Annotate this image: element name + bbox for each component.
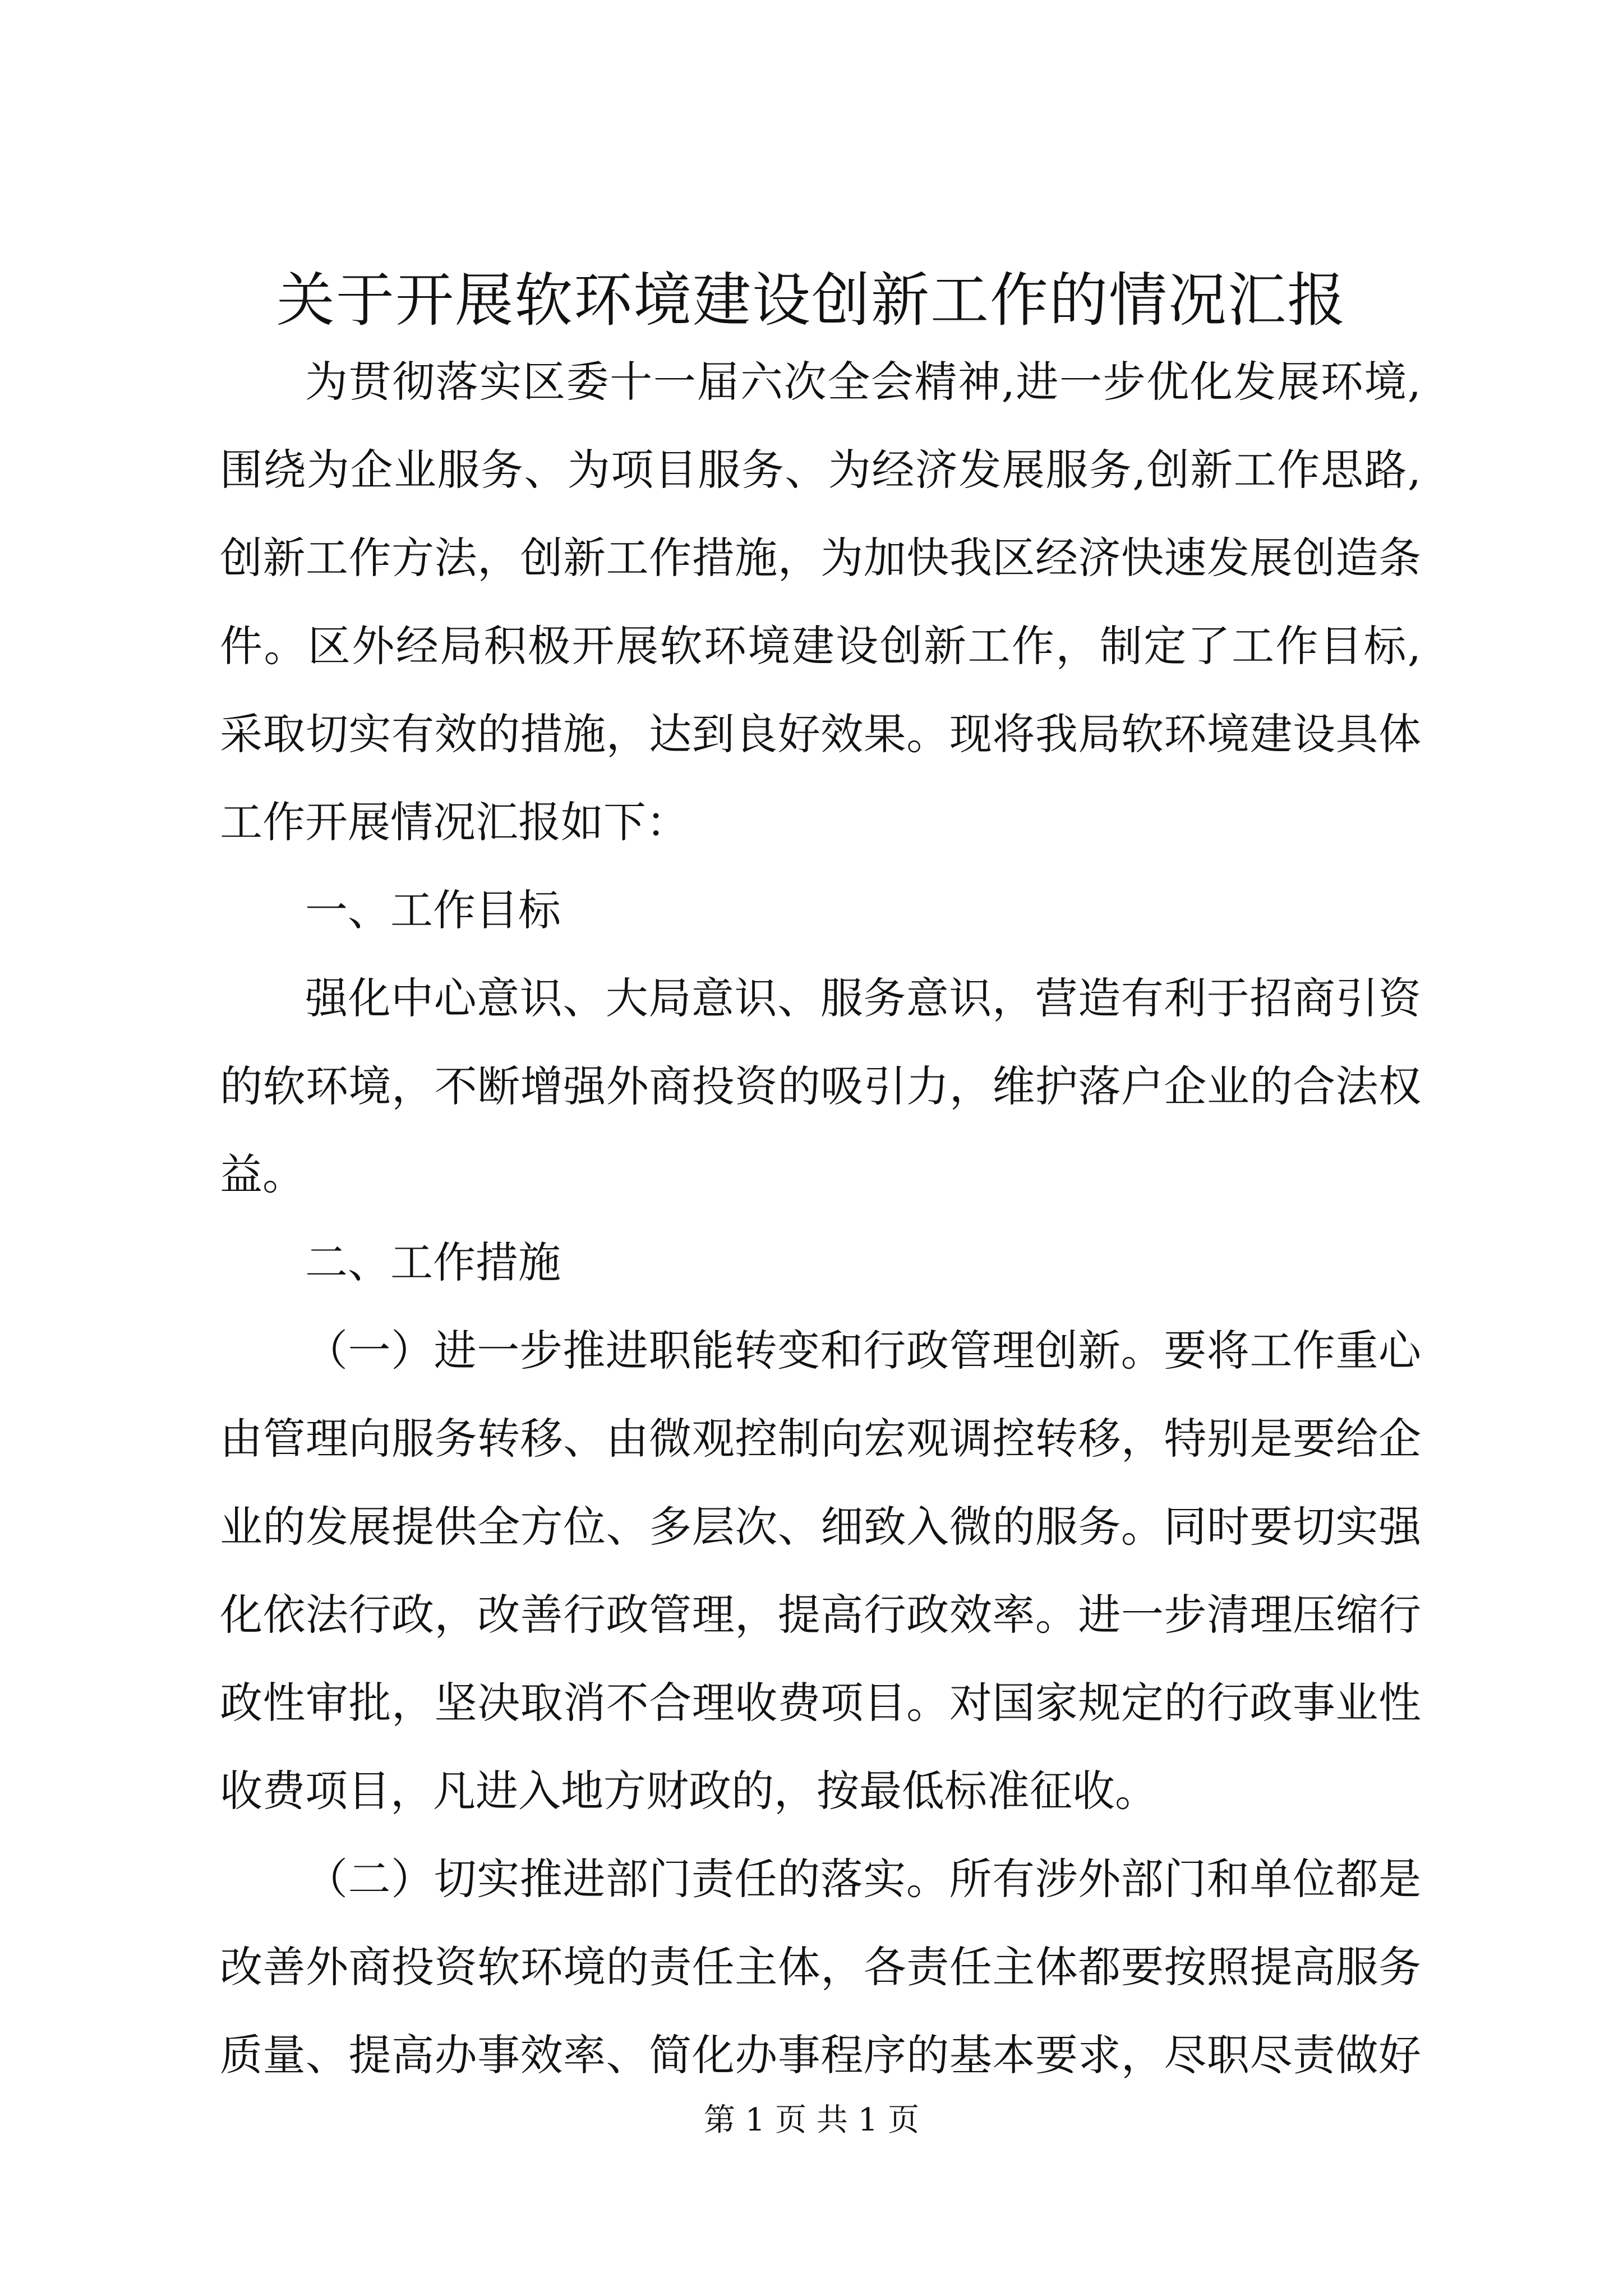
document-title: 关于开展软环境建设创新工作的情况汇报 (276, 266, 1347, 334)
body-text-line: 业的发展提供全方位、多层次、细致入微的服务。同时要切实强 (220, 1502, 1421, 1552)
body-text-line: 采取切实有效的措施，达到良好效果。现将我局软环境建设具体 (220, 709, 1421, 759)
body-text-line: 一、工作目标 (305, 885, 561, 935)
body-text-line: （二）切实推进部门责任的落实。所有涉外部门和单位都是 (305, 1854, 1421, 1904)
body-text-line: 强化中心意识、大局意识、服务意识，营造有利于招商引资 (305, 973, 1421, 1023)
body-text-line: 件。区外经局积极开展软环境建设创新工作，制定了工作目标, (220, 621, 1421, 671)
body-text-line: 由管理向服务转移、由微观控制向宏观调控转移，特别是要给企 (220, 1414, 1421, 1464)
document-body (220, 338, 1421, 2099)
body-text-line: （一）进一步推进职能转变和行政管理创新。要将工作重心 (305, 1326, 1421, 1375)
body-text-line: 工作开展情况汇报如下： (220, 797, 689, 847)
body-text-line: 的软环境，不断增强外商投资的吸引力，维护落户企业的合法权 (220, 1061, 1421, 1111)
body-text-line: 为贯彻落实区委十一届六次全会精神,进一步优化发展环境, (305, 357, 1421, 407)
body-text-line: 收费项目，凡进入地方财政的，按最低标准征收。 (220, 1766, 1158, 1816)
body-text-line: 化依法行政，改善行政管理，提高行政效率。进一步清理压缩行 (220, 1590, 1421, 1640)
body-text-line: 创新工作方法，创新工作措施，为加快我区经济快速发展创造条 (220, 533, 1421, 583)
page-footer: 第 1 页 共 1 页 (703, 2102, 920, 2138)
body-text-line: 质量、提高办事效率、简化办事程序的基本要求，尽职尽责做好 (220, 2030, 1421, 2080)
body-text-line: 二、工作措施 (305, 1237, 561, 1287)
body-text-line: 政性审批，坚决取消不合理收费项目。对国家规定的行政事业性 (220, 1678, 1421, 1728)
body-text-line: 益。 (220, 1149, 305, 1199)
body-text-line: 围绕为企业服务、为项目服务、为经济发展服务,创新工作思路, (220, 445, 1421, 495)
body-text-line: 改善外商投资软环境的责任主体，各责任主体都要按照提高服务 (220, 1942, 1421, 1992)
